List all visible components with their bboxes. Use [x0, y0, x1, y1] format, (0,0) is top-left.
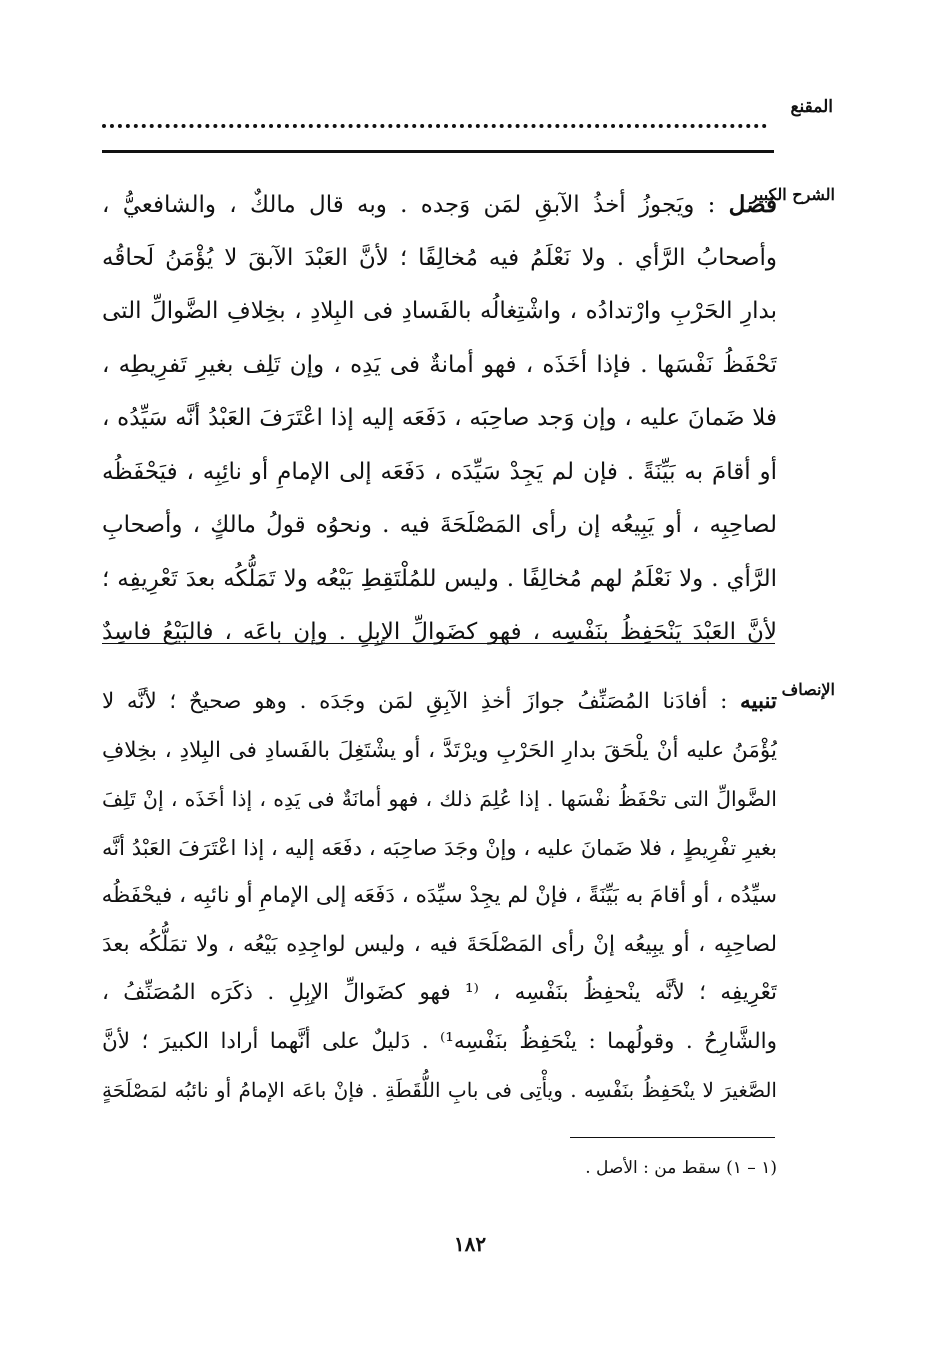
sharh-line-6: أو أقامَ به بَيِّنَةً . فإن لم يَجِدْ سَيِّدَه ، دَفَعَه إلى الإمامِ أو نائِبِه ، فيَحْفَظُه: [102, 458, 777, 485]
insaf-line-9: الصَّغيرَ لا ينْحَفِظُ بنَفْسِه . ويأْتِى فى بابِ اللُّقَطَةِ . فإنْ باعَه الإمامُ أو نائبُه لمَصْلَحَةٍ: [102, 1078, 777, 1102]
sharh-line-4: تَحْفَظُ نَفْسَها . فإذا أخَذَه ، فهو أمانةٌ فى يَدِه ، وإن تَلِف بغيرِ تَفرِيطِه ،: [102, 351, 777, 378]
section-lead-fasl: فصل: [728, 191, 777, 218]
footnote-rule: [570, 1137, 775, 1138]
sharh-line-5: فلا ضَمانَ عليه ، وإن وَجد صاحِبَه ، دَفَعَه إليه إذا اعْتَرَفَ العَبْدُ أنَّه سَيِّدُه ،: [102, 405, 777, 431]
margin-label-sharh: الشرح الكبير: [750, 185, 835, 204]
page-number: ١٨٢: [453, 1232, 487, 1256]
insaf-line-3: الضَّوالِّ التى تحْفَظُ نفْسَها . إذا عُلِمَ ذلك ، فهو أمانَةٌ فى يَدِه ، إذا أخَذَه ، إنْ تَلِفَ: [102, 787, 777, 811]
insaf-line-7: تَعْرِيفِه ؛ لأنَّه ينْحفِظُ بنَفْسِه ، ⁽¹ فهو كضَوالِّ الإبِلِ . ذكَرَه المُصَنِّفُ ،: [102, 980, 777, 1005]
footnote: (١ – ١) سقط من : الأصل .: [585, 1158, 777, 1178]
insaf-line-1-text: : أفادَنا المُصَنِّفُ جوازَ أخذِ الآبِقِ لمَن وجَدَه . وهو صحيحٌ ؛ لأنَّه لا: [102, 689, 728, 714]
sharh-line-3: بدارِ الحَرْبِ وارْتدادُه ، واشْتِغالُه بالفَسادِ فى البِلادِ ، بخِلافِ الضَّوالِّ التى: [102, 298, 777, 324]
section-lead-tanbih: تنبيه: [740, 689, 777, 714]
insaf-line-2: يُؤْمَنُ عليه أنْ يلْحَقَ بدارِ الحَرْبِ ويرْتَدَّ ، أو يشْتَغِلَ بالفَسادِ فى البِلادِ ، بخِلافِ: [102, 737, 777, 763]
insaf-line-4: بغيرِ تفْرِيطٍ ، فلا ضَمانَ عليه ، وإنْ وجَدَ صاحِبَه ، دفَعَه إليه ، إذا اعْتَرَفَ العَبْدُ أنَّه: [102, 835, 777, 860]
header-rule: [102, 150, 774, 153]
section-divider: [102, 643, 775, 644]
insaf-text-block: [102, 678, 777, 1115]
margin-label-insaf: الإنصاف: [781, 680, 835, 699]
sharh-line-9: لأنَّ العَبْدَ يَنْحَفِظُ بنَفْسِه ، فهو كضَوالِّ الإبِلِ . وإن باعَه ، فالبَيْعُ فاسِدٌ: [102, 619, 777, 645]
insaf-line-8: والشَّارِحُ . وقولُهما : ينْحَفِظُ بنَفْسِه¹⁾ . دَليلٌ على أنَّهما أرادا الكبيرَ ؛ لأنَّ: [102, 1028, 777, 1054]
running-head: المقنع: [790, 97, 833, 117]
insaf-line-5: سيِّدُه ، أو أقامَ به بَيِّنَةً ، فإنْ لم يجِدْ سيِّدَه ، دَفَعَه إلى الإمامِ أو نائبِه ، فيحْفَظُه: [102, 883, 777, 908]
sharh-line-1-text: : ويَجوزُ أخذُ الآبقِ لمَن وَجده . وبه قال مالكٌ ، والشافعيُّ ،: [102, 192, 716, 218]
sharh-text-block: [102, 178, 777, 660]
sharh-line-2: وأصحابُ الرَّأي . ولا نَعْلَمُ فيه مُخالِفًا ؛ لأنَّ العَبْدَ الآبقَ لا يُؤْمَنُ لَحاقُه: [102, 244, 777, 271]
sharh-line-1: [102, 178, 777, 232]
sharh-line-7: لصاحِبِه ، أو يَبِيعُه إن رأى المَصْلَحَةَ فيه . ونحوُه قولُ مالكٍ ، وأصحابِ: [102, 512, 777, 538]
insaf-line-6: لصاحِبِه ، أو يبِيعُه إنْ رأى المَصْلَحَةَ فيه ، وليس لواجِدِه بَيْعُه ، ولا تمَلُّكُه بعدَ: [102, 931, 777, 957]
sharh-line-8: الرَّأي . ولا نَعْلَمُ لهم مُخالِفًا . وليس للمُلْتَقِطِ بَيْعُه ولا تَمَلُّكُه بعدَ تَعْرِيفِه ؛: [102, 565, 777, 592]
insaf-line-1: [102, 678, 777, 727]
dotted-rule: [102, 104, 767, 128]
